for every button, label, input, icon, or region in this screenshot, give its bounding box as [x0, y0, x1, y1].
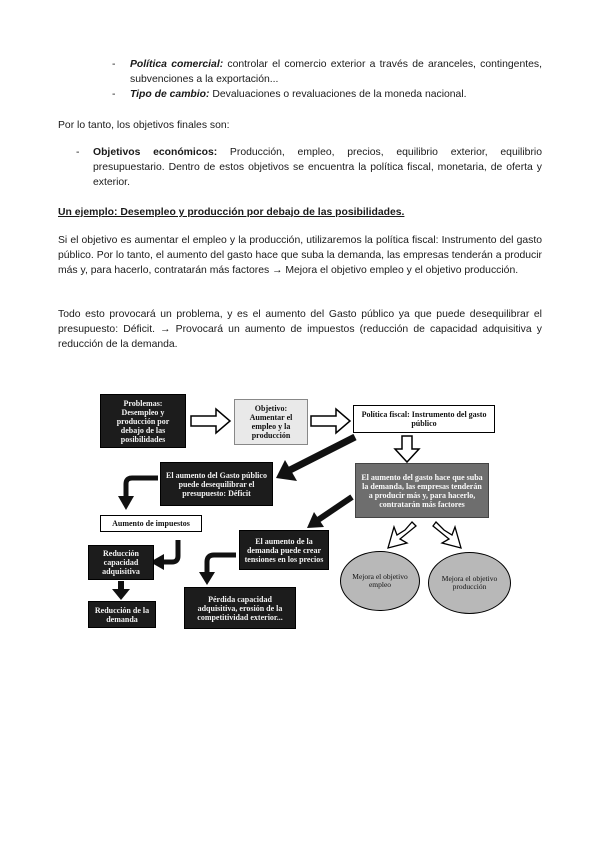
box-problemas: Problemas: Desempleo y producción por debajo de las posibilidades [100, 394, 186, 448]
bullet-dash: - [76, 147, 80, 158]
section-heading: Un ejemplo: Desempleo y producción por debajo de las posibilidades. [58, 207, 405, 218]
list-item-term: Objetivos económicos: [93, 147, 218, 158]
arrow-down-right-hollow [433, 522, 461, 548]
bullet-dash: - [112, 89, 116, 100]
arrow-curved [162, 540, 178, 562]
arrow-head [199, 572, 215, 585]
list-item-term: Tipo de cambio: [130, 89, 210, 100]
list-item-text: Producción, empleo, precios, equilibrio exterior, equilibrio presupuestario. Dentro de estos objetivos se encuentra la política fiscal, monetaria, de oferta y exterior. [93, 147, 542, 188]
paragraph-problema: Todo esto provocará un problema, y es el aumento del Gasto público ya que puede desequilibrar el presupuesto: Déficit. → Provocará un aumento de impuestos (reducción de capacidad adquisitiva y reducción de la demanda. [58, 309, 542, 350]
arrow-head [118, 496, 134, 510]
box-objetivo: Objetivo: Aumentar el empleo y la producción [234, 399, 308, 445]
list-item-text: Devaluaciones o revaluaciones de la moneda nacional. [209, 89, 467, 100]
arrow-curved [207, 555, 236, 574]
box-perdida-capacidad: Pérdida capacidad adquisitiva, erosión de la competitividad exterior... [184, 587, 296, 629]
arrow-down-hollow [395, 436, 419, 462]
paragraph-objetivos-finales: Por lo tanto, los objetivos finales son: [58, 120, 230, 131]
arrow-curved [126, 478, 158, 498]
list-item-text: controlar el comercio exterior a través de aranceles, contingentes, subvenciones a la exportación... [130, 59, 542, 85]
bullet-dash: - [112, 59, 116, 70]
list-item-term: Política comercial: [130, 59, 224, 70]
arrow-down-left-hollow [388, 522, 416, 548]
box-reduccion-capacidad: Reducción capacidad adquisitiva [88, 545, 154, 580]
box-aumento-gasto-demanda: El aumento del gasto hace que suba la demanda, las empresas tenderán a producir más y, para hacerlo, contratarán más factores [355, 463, 489, 518]
box-tensiones-precios: El aumento de la demanda puede crear tensiones en los precios [239, 530, 329, 570]
oval-mejora-produccion: Mejora el objetivo producción [428, 552, 511, 614]
box-deficit: El aumento del Gasto público puede desequilibrar el presupuesto: Déficit [160, 462, 273, 506]
arrow-diagonal [318, 497, 352, 520]
paragraph-ejemplo: Si el objetivo es aumentar el empleo y la producción, utilizaremos la política fiscal: Instrumento del gasto público. Por lo tanto, el aumento del gasto hace que suba la demanda, las empresas tenderán a producir más y, para hacerlo, contratarán más factores → Mejora el objetivo empleo y el objetivo producción. [58, 235, 542, 276]
arrow-right-hollow [191, 409, 230, 433]
box-politica-fiscal: Política fiscal: Instrumento del gasto público [353, 405, 495, 433]
box-reduccion-demanda: Reducción de la demanda [88, 601, 156, 628]
arrow-right-hollow [311, 409, 350, 433]
oval-mejora-empleo: Mejora el objetivo empleo [340, 551, 420, 611]
box-aumento-impuestos: Aumento de impuestos [100, 515, 202, 532]
arrow-head [112, 589, 130, 600]
